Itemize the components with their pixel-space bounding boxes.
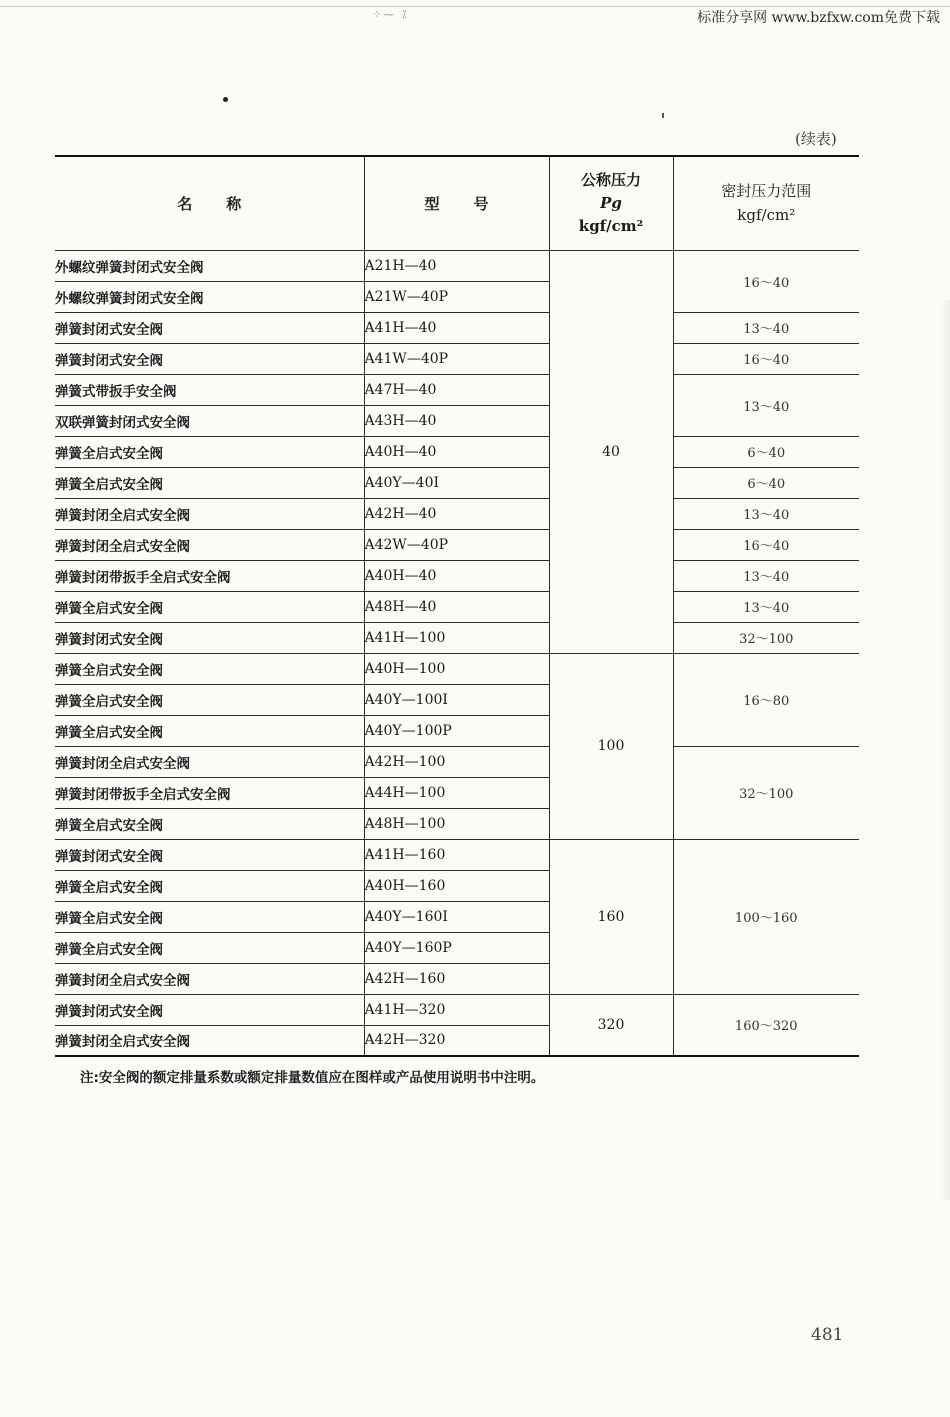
valve-name: 弹簧全启式安全阀 <box>55 653 364 684</box>
seal-pressure-range: 160～320 <box>673 994 859 1056</box>
seal-pressure-range: 16～40 <box>673 343 859 374</box>
valve-model: A40H—40 <box>364 560 549 591</box>
valve-model: A40Y—160P <box>364 932 549 963</box>
nominal-pressure: 160 <box>549 839 673 994</box>
nominal-pressure: 320 <box>549 994 673 1056</box>
nominal-pressure: 40 <box>549 250 673 653</box>
seal-pressure-range: 13～40 <box>673 312 859 343</box>
valve-name: 弹簧全启式安全阀 <box>55 715 364 746</box>
valve-name: 弹簧封闭带扳手全启式安全阀 <box>55 560 364 591</box>
table-footnote: 注:安全阀的额定排量系数或额定排量数值应在图样或产品使用说明书中注明。 <box>80 1070 545 1086</box>
header-range: 密封压力范围 kgf/cm² <box>673 156 859 250</box>
valve-model: A41H—40 <box>364 312 549 343</box>
valve-spec-table <box>55 155 859 1057</box>
seal-pressure-range: 13～40 <box>673 498 859 529</box>
valve-model: A21W—40P <box>364 281 549 312</box>
table-row <box>55 498 859 529</box>
valve-name: 外螺纹弹簧封闭式安全阀 <box>55 281 364 312</box>
table-row <box>55 436 859 467</box>
valve-model: A41H—160 <box>364 839 549 870</box>
valve-model: A42H—40 <box>364 498 549 529</box>
valve-name: 弹簧全启式安全阀 <box>55 591 364 622</box>
watermark: 标准分享网 www.bzfxw.com免费下载 <box>697 10 940 26</box>
valve-model: A42H—160 <box>364 963 549 994</box>
valve-name: 弹簧封闭式安全阀 <box>55 839 364 870</box>
valve-name: 弹簧封闭式安全阀 <box>55 622 364 653</box>
page-edge-shadow <box>940 300 950 1200</box>
table-row <box>55 839 859 870</box>
scan-speck <box>223 97 228 102</box>
header-row <box>55 156 859 250</box>
seal-pressure-range: 16～40 <box>673 529 859 560</box>
valve-name: 弹簧全启式安全阀 <box>55 684 364 715</box>
valve-name: 弹簧全启式安全阀 <box>55 870 364 901</box>
seal-pressure-range: 6～40 <box>673 436 859 467</box>
valve-name: 弹簧封闭全启式安全阀 <box>55 1025 364 1056</box>
valve-name: 弹簧封闭全启式安全阀 <box>55 963 364 994</box>
valve-model: A40Y—100P <box>364 715 549 746</box>
table-row <box>55 994 859 1025</box>
valve-name: 弹簧全启式安全阀 <box>55 436 364 467</box>
valve-name: 弹簧封闭全启式安全阀 <box>55 498 364 529</box>
scan-artifact: ⁘⁓ ⁒ <box>372 8 409 21</box>
table-row <box>55 312 859 343</box>
valve-model: A40Y—160I <box>364 901 549 932</box>
valve-name: 弹簧全启式安全阀 <box>55 808 364 839</box>
valve-name: 弹簧封闭带扳手全启式安全阀 <box>55 777 364 808</box>
valve-model: A48H—40 <box>364 591 549 622</box>
seal-pressure-range: 32～100 <box>673 746 859 839</box>
table-row <box>55 653 859 684</box>
valve-name: 双联弹簧封闭式安全阀 <box>55 405 364 436</box>
table-row <box>55 529 859 560</box>
valve-model: A48H—100 <box>364 808 549 839</box>
valve-model: A41H—100 <box>364 622 549 653</box>
valve-name: 弹簧封闭全启式安全阀 <box>55 529 364 560</box>
valve-name: 弹簧封闭全启式安全阀 <box>55 746 364 777</box>
seal-pressure-range: 16～80 <box>673 653 859 746</box>
seal-pressure-range: 13～40 <box>673 560 859 591</box>
valve-name: 弹簧封闭式安全阀 <box>55 994 364 1025</box>
table-row <box>55 343 859 374</box>
seal-pressure-range: 100～160 <box>673 839 859 994</box>
valve-model: A42W—40P <box>364 529 549 560</box>
scan-speck <box>662 113 664 118</box>
header-model: 型号 <box>364 156 549 250</box>
seal-pressure-range: 6～40 <box>673 467 859 498</box>
valve-name: 弹簧封闭式安全阀 <box>55 312 364 343</box>
valve-model: A41W—40P <box>364 343 549 374</box>
seal-pressure-range: 16～40 <box>673 250 859 312</box>
table-row <box>55 622 859 653</box>
page-number: 481 <box>811 1325 844 1345</box>
valve-model: A40H—40 <box>364 436 549 467</box>
seal-pressure-range: 32～100 <box>673 622 859 653</box>
valve-model: A44H—100 <box>364 777 549 808</box>
table-row <box>55 560 859 591</box>
valve-name: 弹簧式带扳手安全阀 <box>55 374 364 405</box>
valve-model: A43H—40 <box>364 405 549 436</box>
table-row <box>55 374 859 405</box>
table-row <box>55 250 859 281</box>
header-pressure: 公称压力 Pg kgf/cm² <box>549 156 673 250</box>
header-name: 名称 <box>55 156 364 250</box>
valve-model: A40H—160 <box>364 870 549 901</box>
valve-model: A40Y—40I <box>364 467 549 498</box>
valve-model: A42H—100 <box>364 746 549 777</box>
valve-name: 弹簧全启式安全阀 <box>55 932 364 963</box>
valve-model: A42H—320 <box>364 1025 549 1056</box>
valve-name: 弹簧封闭式安全阀 <box>55 343 364 374</box>
continued-label: (续表) <box>795 130 837 148</box>
valve-model: A41H—320 <box>364 994 549 1025</box>
valve-name: 外螺纹弹簧封闭式安全阀 <box>55 250 364 281</box>
valve-model: A21H—40 <box>364 250 549 281</box>
table-row <box>55 746 859 777</box>
valve-model: A47H—40 <box>364 374 549 405</box>
nominal-pressure: 100 <box>549 653 673 839</box>
table-row <box>55 591 859 622</box>
valve-model: A40H—100 <box>364 653 549 684</box>
seal-pressure-range: 13～40 <box>673 374 859 436</box>
valve-model: A40Y—100I <box>364 684 549 715</box>
seal-pressure-range: 13～40 <box>673 591 859 622</box>
valve-name: 弹簧全启式安全阀 <box>55 901 364 932</box>
table-row <box>55 467 859 498</box>
valve-name: 弹簧全启式安全阀 <box>55 467 364 498</box>
